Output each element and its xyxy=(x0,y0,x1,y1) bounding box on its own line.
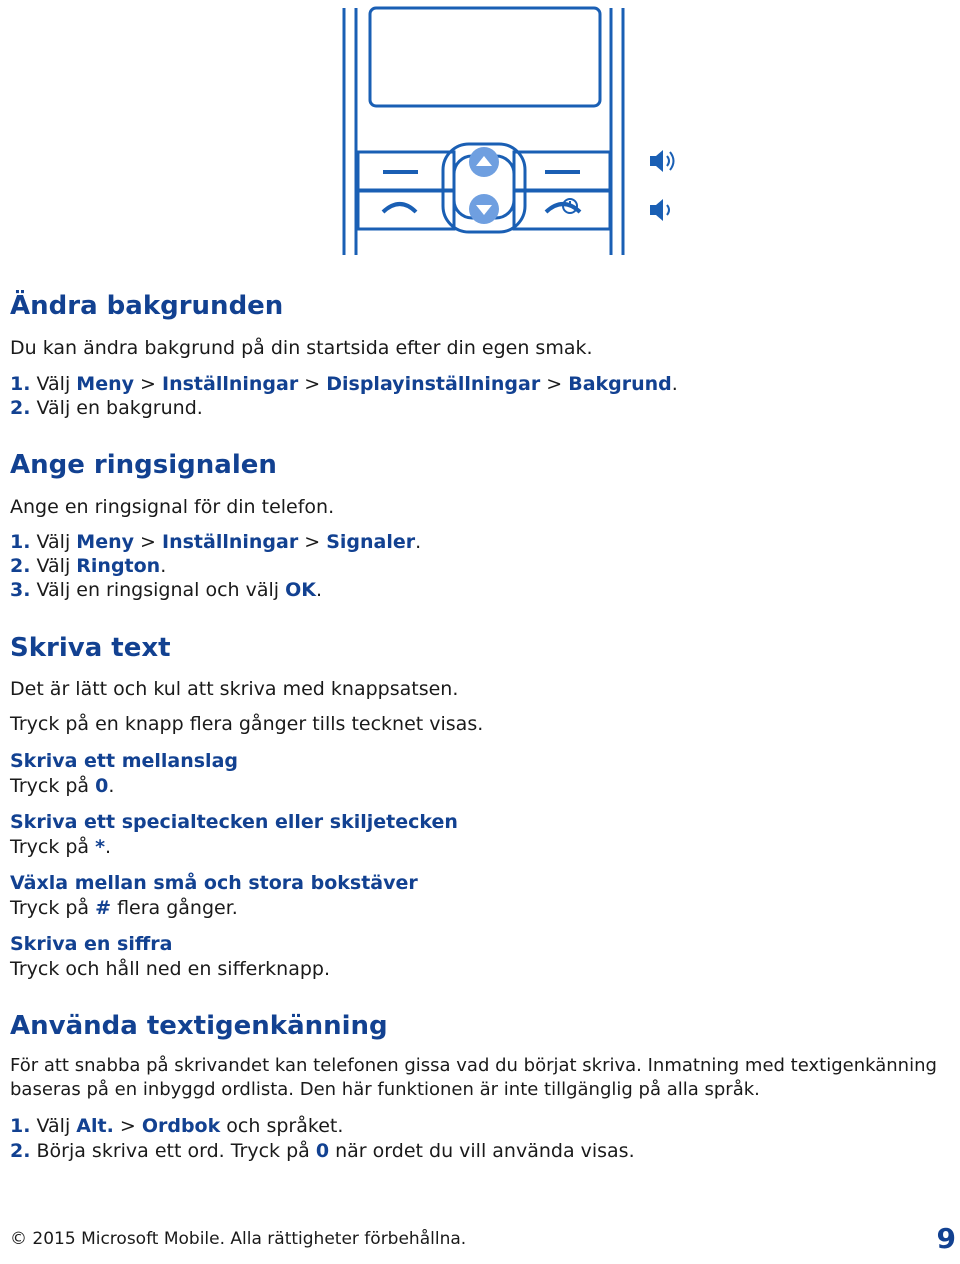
predictive-paragraph: För att snabba på skrivandet kan telefonen gissa vad du börjat skriva. Inmatning med textigenkänning baseras på en inbyggd ordlista. Den här funktionen är inte tillgänglig på alla språk. xyxy=(10,1055,937,1100)
section-title-bakgrund: Ändra bakgrunden xyxy=(10,291,284,321)
predictive-step-1: 1. Välj Alt. > Ordbok och språket. xyxy=(10,1115,344,1137)
text-intro-2: Tryck på en knapp flera gånger tills tecknet visas. xyxy=(10,713,484,735)
volume-up-icon xyxy=(650,150,674,172)
case-text: Tryck på # flera gånger. xyxy=(10,897,238,919)
predictive-step-2: 2. Börja skriva ett ord. Tryck på 0 när ordet du vill använda visas. xyxy=(10,1140,635,1162)
space-subtitle: Skriva ett mellanslag xyxy=(10,750,238,772)
special-text: Tryck på *. xyxy=(10,836,112,858)
bakgrund-intro: Du kan ändra bakgrund på din startsida efter din egen smak. xyxy=(10,337,593,359)
ringsignal-step-3: 3. Välj en ringsignal och välj OK. xyxy=(10,579,323,601)
nav-down-icon xyxy=(469,194,499,224)
section-title-text: Skriva text xyxy=(10,633,171,663)
ringsignal-step-1: 1. Välj Meny > Inställningar > Signaler. xyxy=(10,531,422,553)
page-number: 9 xyxy=(936,1222,956,1255)
digit-subtitle: Skriva en siffra xyxy=(10,933,173,955)
footer-copyright: © 2015 Microsoft Mobile. Alla rättigheter förbehållna. xyxy=(10,1229,467,1249)
section-title-predictive: Använda textigenkänning xyxy=(10,1011,388,1041)
special-subtitle: Skriva ett specialtecken eller skiljetecken xyxy=(10,811,458,833)
phone-keypad-illustration xyxy=(0,0,960,260)
digit-text: Tryck och håll ned en sifferknapp. xyxy=(10,958,331,980)
section-title-ringsignal: Ange ringsignalen xyxy=(10,450,277,480)
space-text: Tryck på 0. xyxy=(10,775,115,797)
ringsignal-intro: Ange en ringsignal för din telefon. xyxy=(10,496,335,518)
bakgrund-step-2: 2. Välj en bakgrund. xyxy=(10,397,203,419)
bakgrund-step-1: 1. Välj Meny > Inställningar > Displayinställningar > Bakgrund. xyxy=(10,373,678,395)
volume-down-icon xyxy=(650,199,669,221)
ringsignal-step-2: 2. Välj Rington. xyxy=(10,555,167,577)
nav-up-icon xyxy=(469,147,499,177)
case-subtitle: Växla mellan små och stora bokstäver xyxy=(10,872,418,894)
text-intro-1: Det är lätt och kul att skriva med knappsatsen. xyxy=(10,678,459,700)
